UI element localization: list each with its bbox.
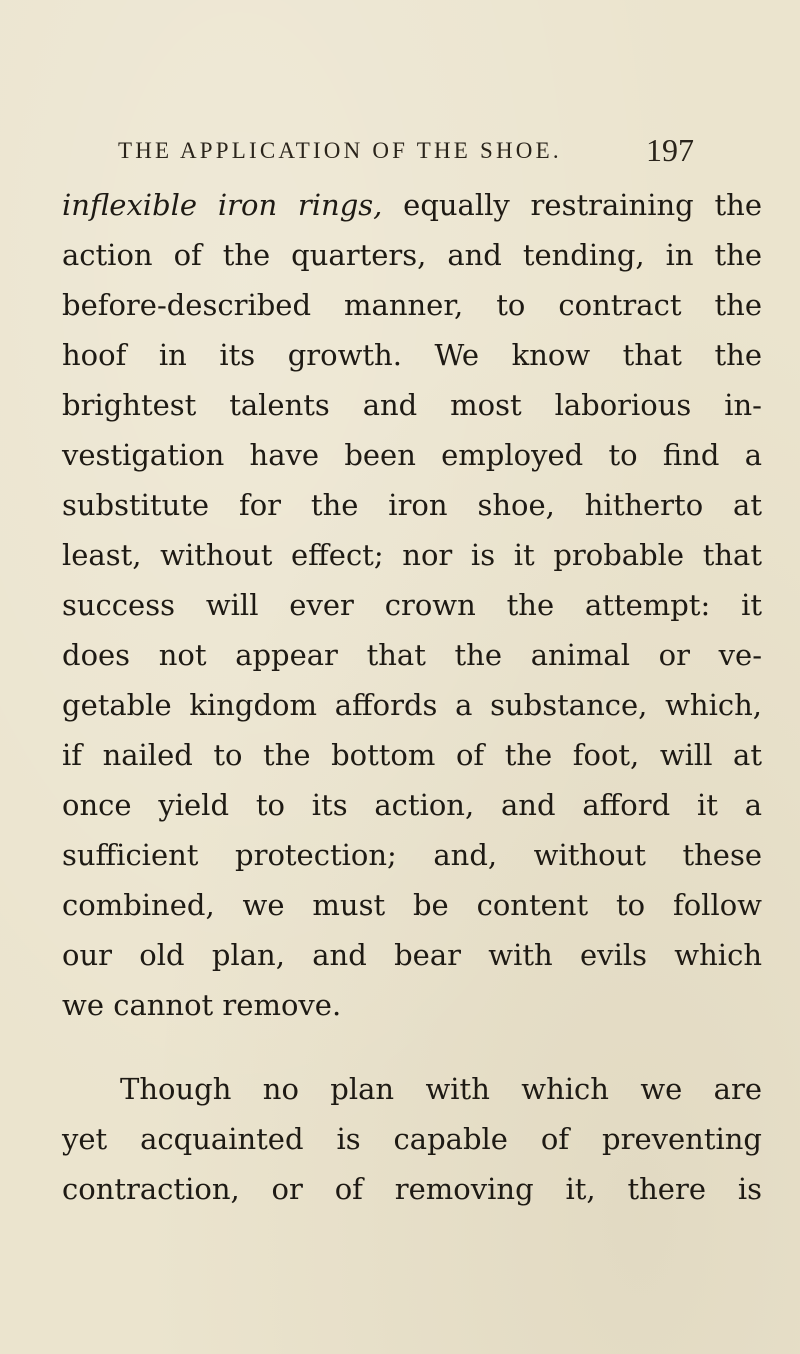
text-line: before-described manner, to contract the — [62, 288, 762, 322]
text-line: yet acquainted is capable of preventing — [62, 1122, 762, 1156]
text-line: Though no plan with which we are — [120, 1072, 762, 1106]
page-header — [118, 132, 718, 178]
text-line: brightest talents and most laborious in- — [62, 388, 762, 422]
paragraph-1 — [62, 180, 762, 1030]
text-line: substitute for the iron shoe, hitherto at — [62, 488, 762, 522]
text-line: success will ever crown the attempt: it — [62, 588, 762, 622]
running-head: THE APPLICATION OF THE SHOE. — [118, 138, 562, 163]
text-line: if nailed to the bottom of the foot, will at — [62, 738, 762, 772]
text-line: vestigation have been employed to find a — [62, 438, 762, 472]
italic-phrase: inflexible iron rings, — [62, 188, 383, 222]
text-line: does not appear that the animal or ve- — [62, 638, 762, 672]
text-fragment: equally restraining the — [382, 188, 762, 222]
page-number: 197 — [646, 132, 694, 168]
text-line: getable kingdom affords a substance, which, — [62, 688, 762, 722]
text-line: action of the quarters, and tending, in the — [62, 238, 762, 272]
text-line — [62, 180, 762, 230]
text-line: least, without effect; nor is it probable that — [62, 538, 762, 572]
text-line: hoof in its growth. We know that the — [62, 338, 762, 372]
body-text — [62, 180, 762, 1214]
text-line: contraction, or of removing it, there is — [62, 1172, 762, 1206]
text-line: our old plan, and bear with evils which — [62, 938, 762, 972]
text-line: we cannot remove. — [62, 988, 342, 1022]
text-line: combined, we must be content to follow — [62, 888, 762, 922]
text-line: sufficient protection; and, without these — [62, 838, 762, 872]
paragraph-gap — [62, 1030, 762, 1064]
paragraph-2 — [62, 1064, 762, 1214]
text-line: once yield to its action, and afford it a — [62, 788, 762, 822]
